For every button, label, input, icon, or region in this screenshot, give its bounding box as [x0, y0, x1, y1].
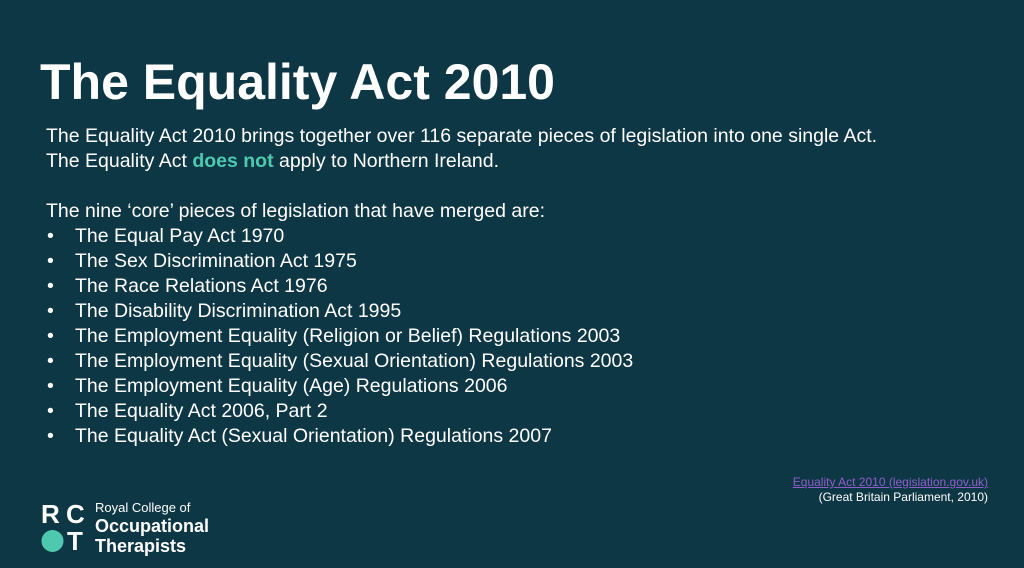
- intro-line-2: [46, 149, 1006, 174]
- rcot-logo: [40, 500, 240, 560]
- legislation-link[interactable]: Equality Act 2010 (legislation.gov.uk): [792, 475, 988, 489]
- rcot-logo-mark: [40, 500, 92, 554]
- legislation-item: • The Disability Discrimination Act 1995: [46, 299, 1006, 324]
- intro-line-1: The Equality Act 2010 brings together over 116 separate pieces of legislation into one single Act.: [46, 125, 878, 147]
- legislation-item: • The Employment Equality (Sexual Orientation) Regulations 2003: [46, 349, 1006, 374]
- legislation-item: • The Employment Equality (Age) Regulations 2006: [46, 374, 1006, 399]
- citation: [793, 475, 988, 505]
- logo-dot-icon: [40, 528, 66, 554]
- intro-line-2-start: The Equality Act: [46, 150, 193, 172]
- legislation-item: • The Employment Equality (Religion or Belief) Regulations 2003: [46, 324, 1006, 349]
- logo-letter-c: C: [66, 499, 85, 529]
- slide-body: [46, 124, 1006, 449]
- logo-line-3: Therapists: [95, 536, 187, 556]
- legislation-list: [46, 224, 1006, 449]
- logo-line-2: Occupational: [95, 516, 210, 536]
- slide-title: The Equality Act 2010: [40, 54, 555, 110]
- legislation-item: • The Equality Act (Sexual Orientation) Regulations 2007: [46, 424, 1006, 449]
- logo-letter-r: R: [41, 499, 60, 529]
- logo-letter-t: T: [67, 526, 83, 556]
- legislation-item: • The Race Relations Act 1976: [46, 274, 1006, 299]
- legislation-item: • The Equal Pay Act 1970: [46, 224, 1006, 249]
- citation-source: (Great Britain Parliament, 2010): [818, 490, 988, 504]
- emphasis-does-not: does not: [192, 150, 274, 172]
- intro-line-2-end: apply to Northern Ireland.: [273, 150, 500, 172]
- list-heading: The nine ‘core’ pieces of legislation that have merged are:: [46, 200, 545, 222]
- logo-line-1: Royal College of: [95, 500, 191, 515]
- logo-wordmark: [95, 500, 209, 556]
- legislation-item: • The Sex Discrimination Act 1975: [46, 249, 1006, 274]
- legislation-item: • The Equality Act 2006, Part 2: [46, 399, 1006, 424]
